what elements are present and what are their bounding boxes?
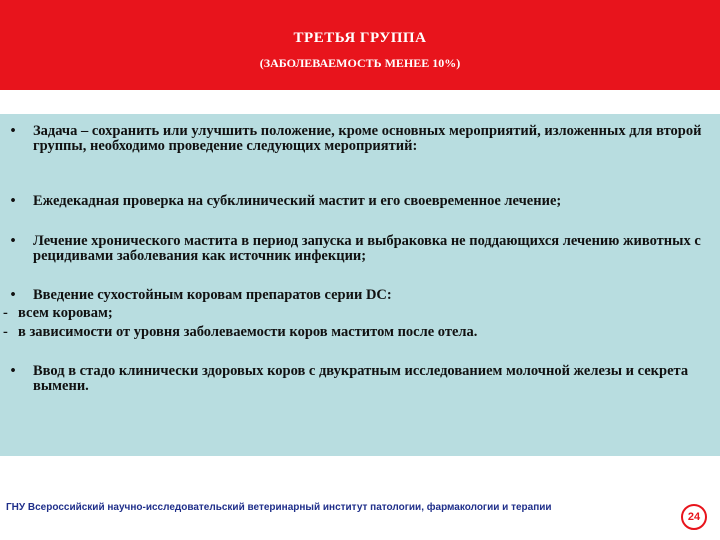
- content-panel: [0, 114, 720, 456]
- slide-subtitle: (ЗАБОЛЕВАЕМОСТЬ МЕНЕЕ 10%): [259, 56, 461, 70]
- dash-text: всем коровам;: [18, 305, 113, 321]
- slide-footer: [0, 456, 720, 540]
- dash-icon: -: [3, 305, 8, 321]
- bullet-text: Лечение хронического мастита в период запуска и выбраковка не поддающихся лечению животных с рецидивами заболевания как источник инфекции;: [33, 233, 701, 264]
- page-number-badge: 24: [681, 504, 707, 530]
- dash-icon: -: [3, 324, 8, 340]
- bullet-icon: •: [10, 123, 16, 139]
- slide-title: ТРЕТЬЯ ГРУППА: [293, 30, 427, 46]
- bullet-text: Задача – сохранить или улучшить положение, кроме основных мероприятий, изложенных для второй группы, необходимо проведение следующих мероприятий:: [33, 123, 702, 154]
- bullet-icon: •: [10, 233, 16, 249]
- dash-text: в зависимости от уровня заболеваемости коров маститом после отела.: [18, 324, 478, 340]
- slide-header: [0, 0, 720, 90]
- bullet-icon: •: [10, 287, 16, 303]
- bullet-text: Ежедекадная проверка на субклинический мастит и его своевременное лечение;: [33, 193, 562, 209]
- bullet-text: Введение сухостойным коровам препаратов серии DC:: [33, 287, 392, 303]
- bullet-text: Ввод в стадо клинически здоровых коров с двукратным исследованием молочной железы и секрета вымени.: [33, 363, 689, 394]
- bullet-icon: •: [10, 363, 16, 379]
- bullet-icon: •: [10, 193, 16, 209]
- institution-name: ГНУ Всероссийский научно-исследовательский ветеринарный институт патологии, фармакологии и терапии: [6, 502, 552, 513]
